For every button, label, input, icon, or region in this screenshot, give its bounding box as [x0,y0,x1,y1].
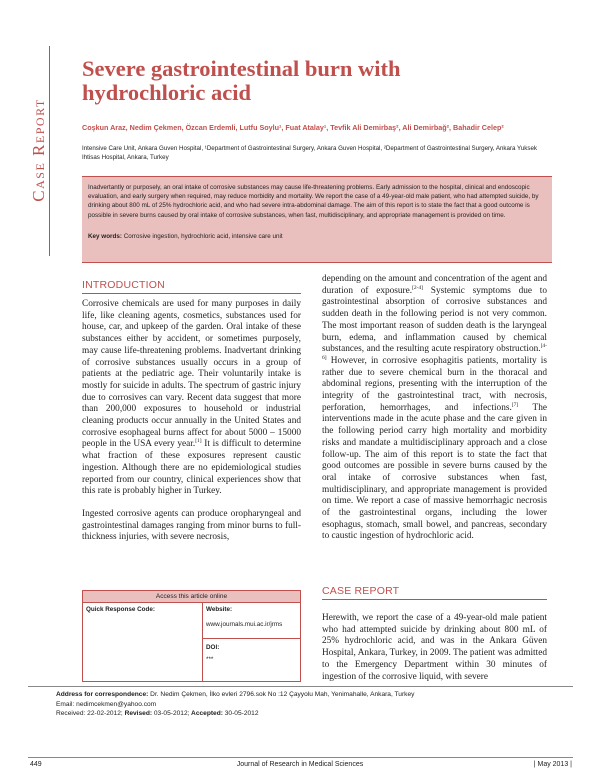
qr-label: Quick Response Code: [86,606,155,613]
intro-paragraph-1: Corrosive chemicals are used for many purposes in daily life, like cleaning agents, cosmetics, substances used for house, car, and upkeep of the garden. Oral intake of these substances either by accident, or sometimes purposely, may cause life-threatening problems. Inadvertant drinking of corrosive substances usually occurs in a group of patients at the pediatric age. Their voluntarily intake is mostly for suicide in adults. The spectrum of gastric injury due to corrosives can vary. Recent data suggest that more than 200,000 exposures to household or industrial cleaning products occur annually in the United States and corrosive esophageal burns affect for about 5000 – 15000 people in the USA every year.[1] It is difficult to determine what fraction of these exposures represent caustic ingestion. Although there are no epidemiological studies reported from our country, clinical experiences show that this rate is probably higher in Turkey. [82,299,302,497]
website-label: Website: [206,606,233,613]
doi-label: DOI: [206,644,220,651]
keywords-label: Key words: [88,232,122,240]
author-list: Coşkun Araz, Nedim Çekmen, Özcan Erdemli, Lutfu Soylu¹, Fuat Atalay¹, Tevfik Ali Demirbaş², Ali Demirbağ², Bahadir Celep² [82,123,504,132]
heading-rule [322,599,547,600]
intro-paragraph-3: depending on the amount and concentration of the agent and duration of exposure.[2-4] Systemic symptoms due to gastrointestinal absorption of corrosive substances and sudden death in the following period is not very common. The most important reason of sudden death is the laryngeal burn, edema, and inflammation caused by chemical substances, and the resulting acute respiratory obstruction.[4-6] However, in corrosive esophagitis patients, mortality is rather due to severe chemical burn in the thoracal and abdominal regions, presenting with the interruption of the integrity of the gastrointestinal tract, with necrosis, perforation, hemorrhages, and infections.[7] The interventions made in the acute phase and the care given in the following period carry high mortality and morbidity risks and mandate a multidisciplinary approach and a close follow-up. The aim of this report is to state the fact that good outcomes are possible in severe burns caused by the oral intake of corrosive substances when fast, multidisciplinary, and appropriate management is provided on time. We report a case of massive hemorrhagic necrosis of the gastrointestinal organs, including the lower esophagus, stomach, small bowel, and pancreas, secondary to caustic ingestion of hydrochloric acid. [322,274,547,542]
access-title: Access this article online [83,591,300,603]
email-label: Email: [56,700,75,708]
journal-name: Journal of Research in Medical Sciences [236,761,364,768]
introduction-heading: INTRODUCTION [82,279,165,291]
revised-label: Revised: [122,710,153,717]
page-number: 449 [30,761,42,768]
qr-cell [83,603,203,681]
right-column [322,274,547,554]
accepted-date: 30-05-2012 [222,710,259,717]
website-link[interactable]: www.journals.mui.ac.ir/jrms [206,621,283,628]
correspondence [56,690,556,719]
left-column [82,299,301,555]
correspondence-address: Dr. Nedim Çekmen, İlko evleri 2796.sok No :12 Çayyolu Mah, Yenimahalle, Ankara, Turkey [148,691,415,698]
intro-paragraph-2: Ingested corrosive agents can produce oropharyngeal and gastrointestinal damages ranging from minor burns to full-thickness injuries, with severe necrosis, [82,508,301,543]
abstract-text: Inadvertantly or purposely, an oral intake of corrosive substances may cause life-threatening problems. Early admission to the hospital, clinical and endoscopic evaluation, and early surgery when required, may reduce morbidity and mortality. We report the case of a 49-year-old male patient, who had attempted suicide, by drinking about 800 mL of 25% hydrochloric acid, and who had severe intra-abdominal damage. The aim of this report is to state the fact that a good outcome is possible in severe burns caused by oral intake of corrosive substances, when fast, multidisciplinary, and appropriate management is provided on time. [88,184,539,219]
doi-value: *** [206,656,214,663]
doi-cell [203,639,300,681]
case-paragraph-1: Herewith, we report the case of a 49-year-old male patient who had attempted suicide by drinking about 800 mL of 25% hydrochloric acid, and was in the Ankara Güven Hospital, Ankara, Turkey, in 2009. The patient was admitted to the Emergency Department within 30 minutes of ingestion of the corrosive liquid, with severe [322,613,547,682]
issue-date: | May 2013 | [533,761,572,768]
keywords-text: Corrosive ingestion, hydrochloric acid, intensive care unit [123,232,283,240]
email-link[interactable]: nedimcekmen@yahoo.com [74,700,157,708]
access-online-box [82,590,301,682]
divider [28,686,573,687]
side-label [28,46,50,256]
received-label: Received: [56,710,86,717]
keywords [88,232,546,241]
heading-rule [82,293,301,294]
accepted-label: Accepted: [189,710,223,717]
received-date: 22-02-2012; [85,710,123,717]
affiliations: Intensive Care Unit, Ankara Guven Hospital, ¹Department of Gastrointestinal Surgery, Ankara Guven Hospital, ²Department of Gastrointestinal Surgery, Ankara Yuksek Ihtisas Hospital, Ankara, Turkey [82,145,537,162]
section-type-label: Case Report [29,98,48,202]
footer-divider [28,757,573,758]
case-column [322,613,547,694]
case-report-heading: CASE REPORT [322,585,400,597]
abstract-box [82,176,552,263]
website-cell [203,603,300,639]
correspondence-label: Address for correspondence: [56,691,149,698]
article-title: Severe gastrointestinal burn with hydrochloric acid [82,56,401,105]
revised-date: 03-05-2012; [152,710,190,717]
